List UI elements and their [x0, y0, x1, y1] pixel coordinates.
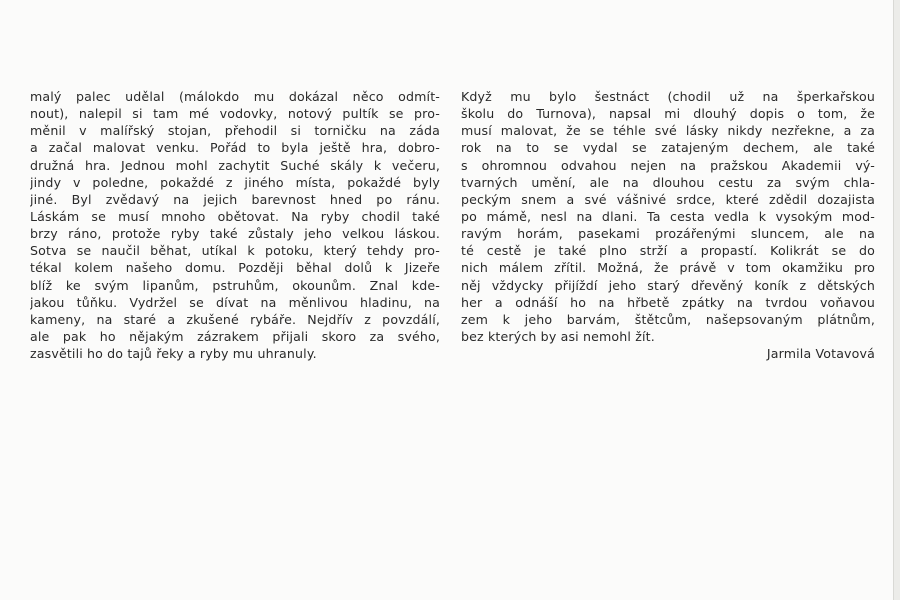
text-line: Sotva se naučil běhat, utíkal k potoku, který tehdy pro-: [30, 243, 440, 259]
right-text-column: [461, 88, 875, 362]
text-line: brzy ráno, protože ryby také zůstaly jeho velkou láskou.: [30, 226, 440, 242]
text-line: Když mu bylo šestnáct (chodil už na šperkařskou: [461, 89, 875, 104]
text-line: her a odnáší ho na hřbetě zpátky na tvrdou voňavou: [461, 294, 875, 310]
text-line: kameny, na staré a zkušené rybáře. Nejdřív z povzdálí,: [30, 311, 440, 327]
text-line: malý palec udělal (málokdo mu dokázal něco odmít-: [30, 89, 440, 104]
text-line: jiné. Byl zvědavý na jejich barevnost hned po ránu.: [30, 191, 440, 207]
text-line: s ohromnou odvahou nejen na pražskou Akademii vý-: [461, 157, 875, 173]
text-line: rok na to se vydal se zatajeným dechem, ale také: [461, 140, 875, 156]
text-line: musí malovat, že se téhle své lásky nikdy nezřekne, a za: [461, 123, 875, 139]
text-line: nich málem zřítil. Možná, že právě v tom okamžiku pro: [461, 260, 875, 276]
left-text-column: [30, 88, 440, 362]
text-line: po mámě, nesl na dlani. Ta cesta vedla k vysokým mod-: [461, 208, 875, 224]
text-line: a začal malovat venku. Pořád to byla ještě hra, dobro-: [30, 140, 440, 156]
text-line: měnil v malířský stojan, přehodil si torničku na záda: [30, 123, 440, 139]
text-line: peckým snem a své vášnivé srdce, které zdědil dozajista: [461, 191, 875, 207]
text-line: školu do Turnova), napsal mi dlouhý dopis o tom, že: [461, 106, 875, 122]
page-edge: [893, 0, 900, 600]
text-line: zem k jeho barvám, štětcům, našepsovaným plátnům,: [461, 311, 875, 327]
text-line: jakou tůňku. Vydržel se dívat na měnlivou hladinu, na: [30, 294, 440, 310]
text-line: ale pak ho nějakým zázrakem přijali skoro za svého,: [30, 328, 440, 344]
author-signature: Jarmila Votavová: [766, 346, 875, 362]
text-line: družná hra. Jednou mohl zachytit Suché skály k večeru,: [30, 157, 440, 173]
text-line: tékal kolem našeho domu. Později běhal dolů k Jizeře: [30, 260, 440, 276]
text-line: tvarných umění, ale na dlouhou cestu za svým chla-: [461, 174, 875, 190]
text-line: bez kterých by asi nemohl žít.: [461, 328, 655, 344]
text-line: nout), nalepil si tam mé vodovky, notový pultík se pro-: [30, 106, 440, 122]
text-line: jindy v poledne, pokaždé z jiného místa, pokaždé byly: [30, 174, 440, 190]
text-line: zasvětili ho do tajů řeky a ryby mu uhranuly.: [30, 346, 317, 362]
text-line: blíž ke svým lipanům, pstruhům, okounům. Znal kde-: [30, 277, 440, 293]
text-line: Láskám se musí mnoho obětovat. Na ryby chodil také: [30, 208, 440, 224]
text-line: té cestě je také plno strží a propastí. Kolikrát se do: [461, 243, 875, 259]
text-line: ravým horám, pasekami prozářenými sluncem, ale na: [461, 226, 875, 242]
text-line: něj vždycky přijíždí jeho starý dřevěný koník z dětských: [461, 277, 875, 293]
